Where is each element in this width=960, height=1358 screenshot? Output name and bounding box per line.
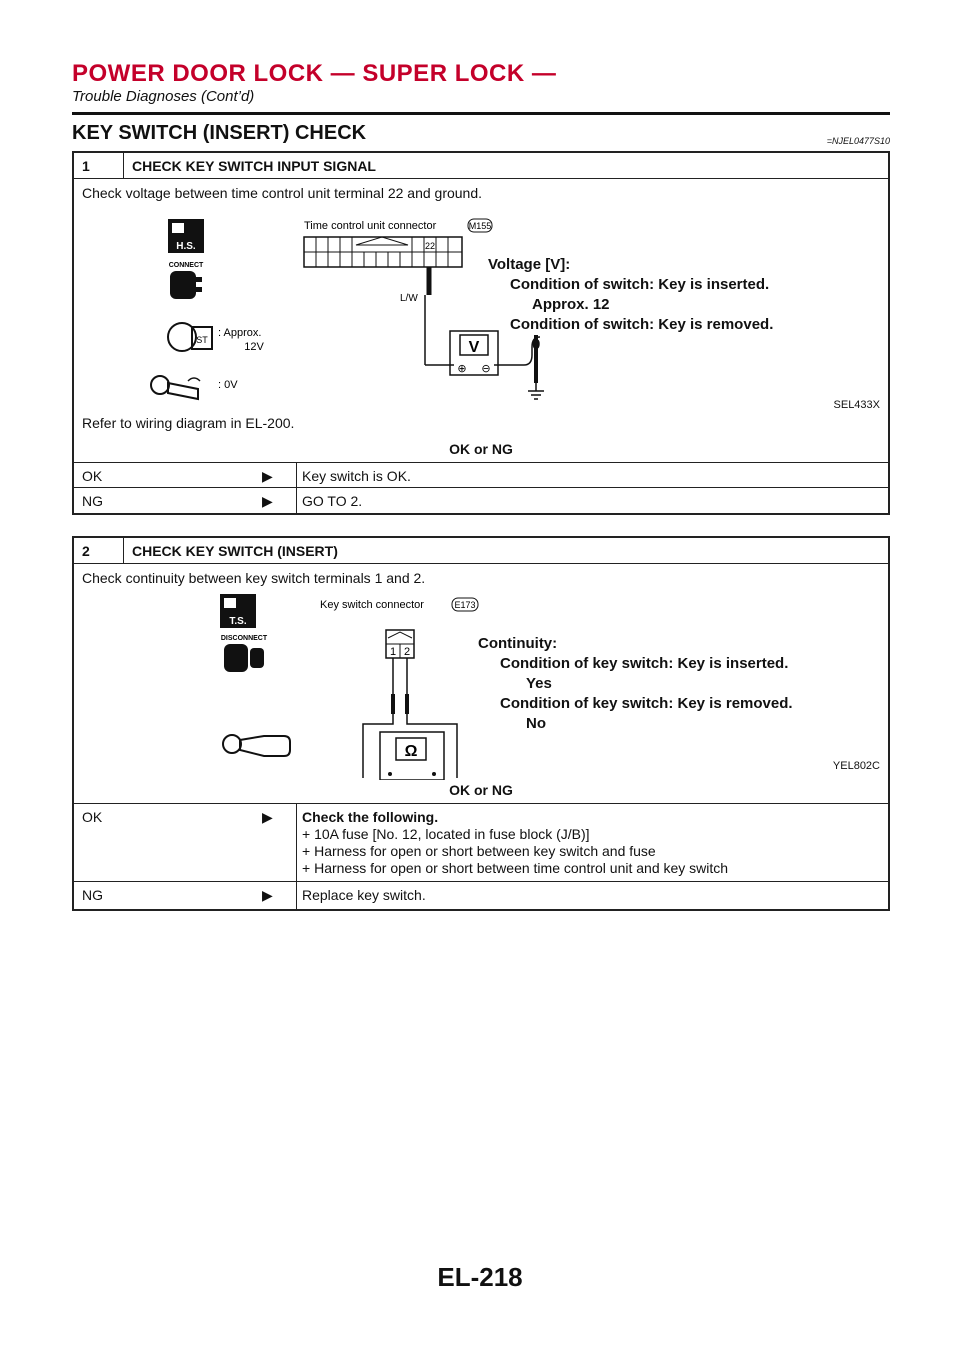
step1-header: [74, 153, 888, 179]
arrow-right-icon: ▶: [262, 493, 273, 509]
step2-instruction: Check continuity between key switch terminals 1 and 2.: [82, 570, 426, 586]
result-key: OK: [82, 468, 103, 484]
step1-box: [72, 151, 890, 515]
key-inserted-icon: [168, 323, 212, 351]
step1-reference: Refer to wiring diagram in EL-200.: [82, 415, 295, 431]
step2-figure-code: YEL802C: [832, 760, 880, 772]
ok-heading: Check the following.: [302, 809, 439, 825]
ok-item: + Harness for open or short between time control unit and key switch: [302, 860, 729, 876]
result-value: Key switch is OK.: [302, 468, 411, 484]
spec-line5: No: [526, 715, 546, 732]
step2-result-ng: [74, 882, 888, 909]
result-key: NG: [82, 493, 103, 509]
spec-line5: 0: [532, 336, 541, 353]
arrow-right-icon: ▶: [262, 887, 273, 903]
step2-title: CHECK KEY SWITCH (INSERT): [132, 543, 338, 559]
connector-label: Time control unit connector: [304, 220, 437, 232]
result-key: NG: [82, 887, 103, 903]
spec-line1: Continuity:: [478, 635, 558, 652]
result-value: [302, 809, 728, 877]
step2-box: [72, 536, 890, 911]
spec-line2: Condition of switch: Key is inserted.: [510, 276, 770, 293]
wire-label: L/W: [400, 293, 418, 304]
step2-figure: [144, 590, 504, 780]
spec-line1: Voltage [V]:: [488, 256, 571, 273]
arrow-right-icon: ▶: [262, 809, 273, 825]
step2-okng: OK or NG: [449, 782, 513, 798]
zero-label: : 0V: [218, 379, 238, 391]
connect-label: CONNECT: [168, 262, 204, 269]
header-title: POWER DOOR LOCK — SUPER LOCK —: [72, 60, 557, 87]
header-rule: [72, 112, 890, 115]
ok-item: + Harness for open or short between key switch and fuse: [302, 843, 656, 859]
connector-label: Key switch connector: [320, 599, 424, 611]
ohmmeter-icon: [380, 732, 444, 780]
time-control-connector: [304, 237, 462, 267]
result-divider: [296, 463, 297, 487]
hs-icon: [168, 219, 204, 253]
step2-body: [74, 564, 888, 804]
step1-instruction: Check voltage between time control unit terminal 22 and ground.: [82, 185, 483, 201]
step2-header: [74, 538, 888, 564]
step1-title: CHECK KEY SWITCH INPUT SIGNAL: [132, 158, 376, 174]
key-st-label: ST: [196, 335, 208, 345]
step1-body: [74, 179, 888, 463]
result-key: OK: [82, 809, 103, 825]
ok-item: + 10A fuse [No. 12, located in fuse block (J/B)]: [302, 826, 590, 842]
minus-terminal: ⊖: [481, 363, 491, 375]
result-divider: [296, 882, 297, 909]
disconnect-label: DISCONNECT: [220, 635, 268, 642]
ts-icon: [220, 594, 256, 628]
step1-spec: [488, 255, 773, 355]
terminal-22: 22: [424, 241, 436, 251]
terminal-2: 2: [403, 646, 411, 658]
step1-figure-code: SEL433X: [833, 399, 880, 411]
approx-label: : Approx.: [218, 327, 262, 339]
section-title: KEY SWITCH (INSERT) CHECK: [72, 122, 367, 144]
bullet-icon: +: [302, 860, 311, 876]
result-divider: [296, 488, 297, 513]
result-value: Replace key switch.: [302, 887, 426, 903]
key-removed-icon: [151, 376, 200, 399]
spec-line4: Condition of switch: Key is removed.: [510, 316, 774, 333]
spec-line3: Approx. 12: [532, 296, 610, 313]
result-value: GO TO 2.: [302, 493, 363, 509]
bullet-icon: +: [302, 826, 311, 842]
connector-id: E173: [454, 600, 476, 610]
hs-label: H.S.: [176, 241, 196, 252]
step1-okng: OK or NG: [449, 441, 513, 457]
arrow-right-icon: ▶: [262, 468, 273, 484]
ts-label: T.S.: [229, 616, 247, 627]
bullet-icon: +: [302, 843, 311, 859]
spec-line3: Yes: [526, 675, 552, 692]
connect-plug-icon: [170, 271, 202, 299]
header-subtitle: Trouble Diagnoses (Cont’d): [72, 88, 255, 105]
ground-icon: [528, 391, 544, 399]
page-number: EL-218: [437, 1262, 523, 1292]
spec-line4: Condition of key switch: Key is removed.: [500, 695, 793, 712]
voltmeter-label: V: [468, 339, 480, 356]
step1-result-ng: [74, 488, 888, 513]
step2-number: 2: [74, 538, 124, 563]
spec-line2: Condition of key switch: Key is inserted.: [500, 655, 789, 672]
ohmmeter-label: Ω: [404, 743, 418, 760]
page-header: [72, 60, 890, 115]
key-icon: [223, 735, 290, 756]
step2-result-ok: [74, 804, 888, 882]
result-divider: [296, 804, 297, 881]
key-switch-connector: [386, 630, 414, 658]
connector-id: M155: [468, 221, 492, 231]
step2-spec: [478, 634, 793, 734]
plus-terminal: ⊕: [457, 363, 467, 375]
disconnect-plug-icon: [224, 644, 264, 672]
section-code: =NJEL0477S10: [826, 136, 890, 146]
step1-number: 1: [74, 153, 124, 178]
step1-result-ok: [74, 463, 888, 488]
terminal-1: 1: [389, 646, 397, 658]
approx-value: 12V: [244, 341, 264, 353]
